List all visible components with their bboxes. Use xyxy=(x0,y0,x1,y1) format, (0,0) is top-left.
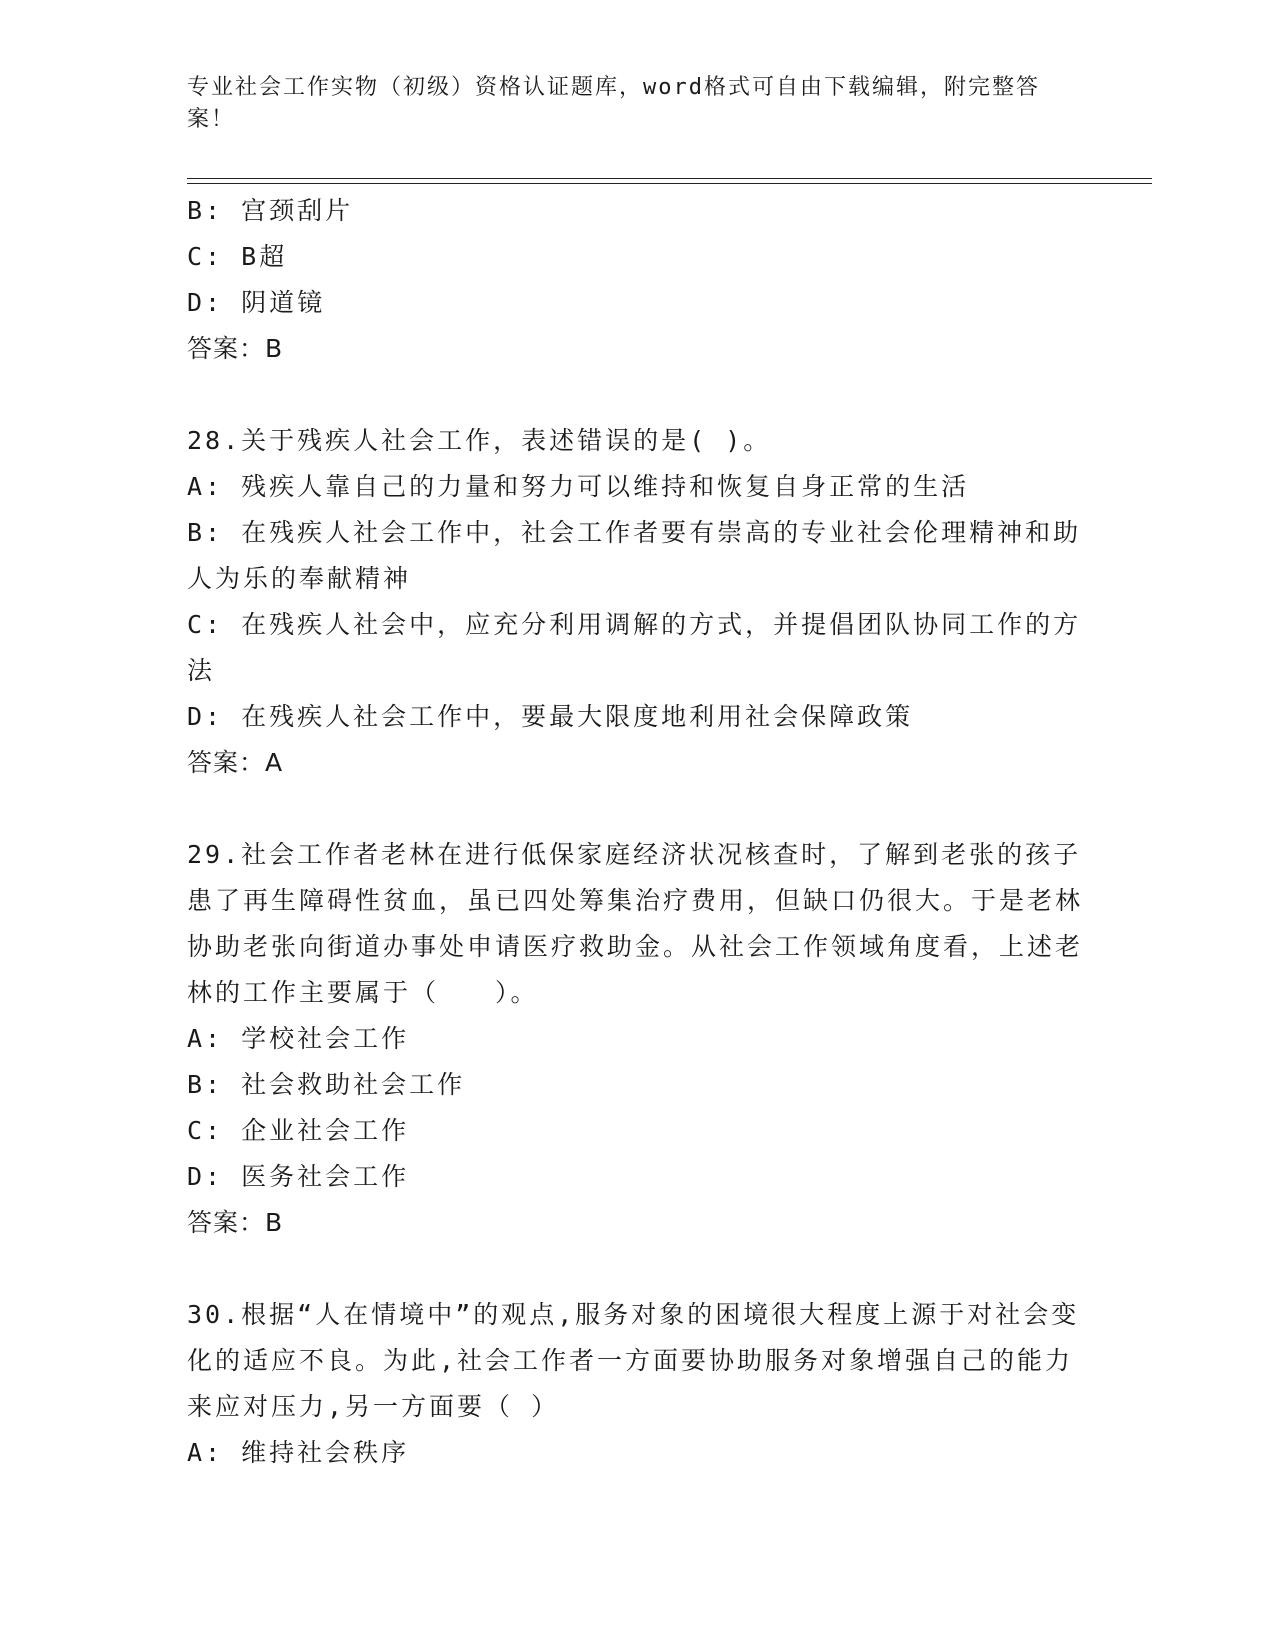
question-29 xyxy=(187,832,1087,1246)
spacer xyxy=(187,372,1087,418)
option-a: A: 学校社会工作 xyxy=(187,1024,410,1053)
option-b: B: 宫颈刮片 xyxy=(187,196,354,225)
option-d: D: 阴道镜 xyxy=(187,288,326,317)
answer-line: 答案：B xyxy=(187,1208,284,1237)
option-a: A: 维持社会秩序 xyxy=(187,1438,410,1467)
header-rule-top xyxy=(187,178,1152,179)
question-stem: 28.关于残疾人社会工作，表述错误的是( )。 xyxy=(187,426,772,455)
answer-line: 答案：A xyxy=(187,748,284,777)
header-rule-bottom xyxy=(187,183,1152,184)
option-d: D: 医务社会工作 xyxy=(187,1162,410,1191)
spacer xyxy=(187,1246,1087,1292)
question-stem: 29.社会工作者老林在进行低保家庭经济状况核查时，了解到老张的孩子患了再生障碍性贫血，虽已四处筹集治疗费用，但缺口仍很大。于是老林协助老张向街道办事处申请医疗救助金。从社会工作领域角度看，上述老林的工作主要属于（ ）。 xyxy=(187,840,1084,1007)
option-b: B: 社会救助社会工作 xyxy=(187,1070,466,1099)
question-30 xyxy=(187,1292,1087,1476)
option-a: A: 残疾人靠自己的力量和努力可以维持和恢复自身正常的生活 xyxy=(187,472,970,501)
option-c: C: B超 xyxy=(187,242,288,271)
question-stem: 30.根据“人在情境中”的观点,服务对象的困境很大程度上源于对社会变化的适应不良。为此,社会工作者一方面要协助服务对象增强自己的能力来应对压力,另一方面要（ ） xyxy=(187,1300,1080,1421)
option-d: D: 在残疾人社会工作中，要最大限度地利用社会保障政策 xyxy=(187,702,914,731)
option-b: B: 在残疾人社会工作中，社会工作者要有崇高的专业社会伦理精神和助人为乐的奉献精神 xyxy=(187,518,1082,593)
prev-question xyxy=(187,188,1087,372)
answer-line: 答案：B xyxy=(187,334,284,363)
option-c: C: 企业社会工作 xyxy=(187,1116,410,1145)
spacer xyxy=(187,786,1087,832)
page-header: 专业社会工作实物（初级）资格认证题库，word格式可自由下载编辑，附完整答案！ xyxy=(187,75,1040,132)
question-content xyxy=(187,188,1087,1476)
question-28 xyxy=(187,418,1087,786)
option-c: C: 在残疾人社会中，应充分利用调解的方式，并提倡团队协同工作的方法 xyxy=(187,610,1082,685)
